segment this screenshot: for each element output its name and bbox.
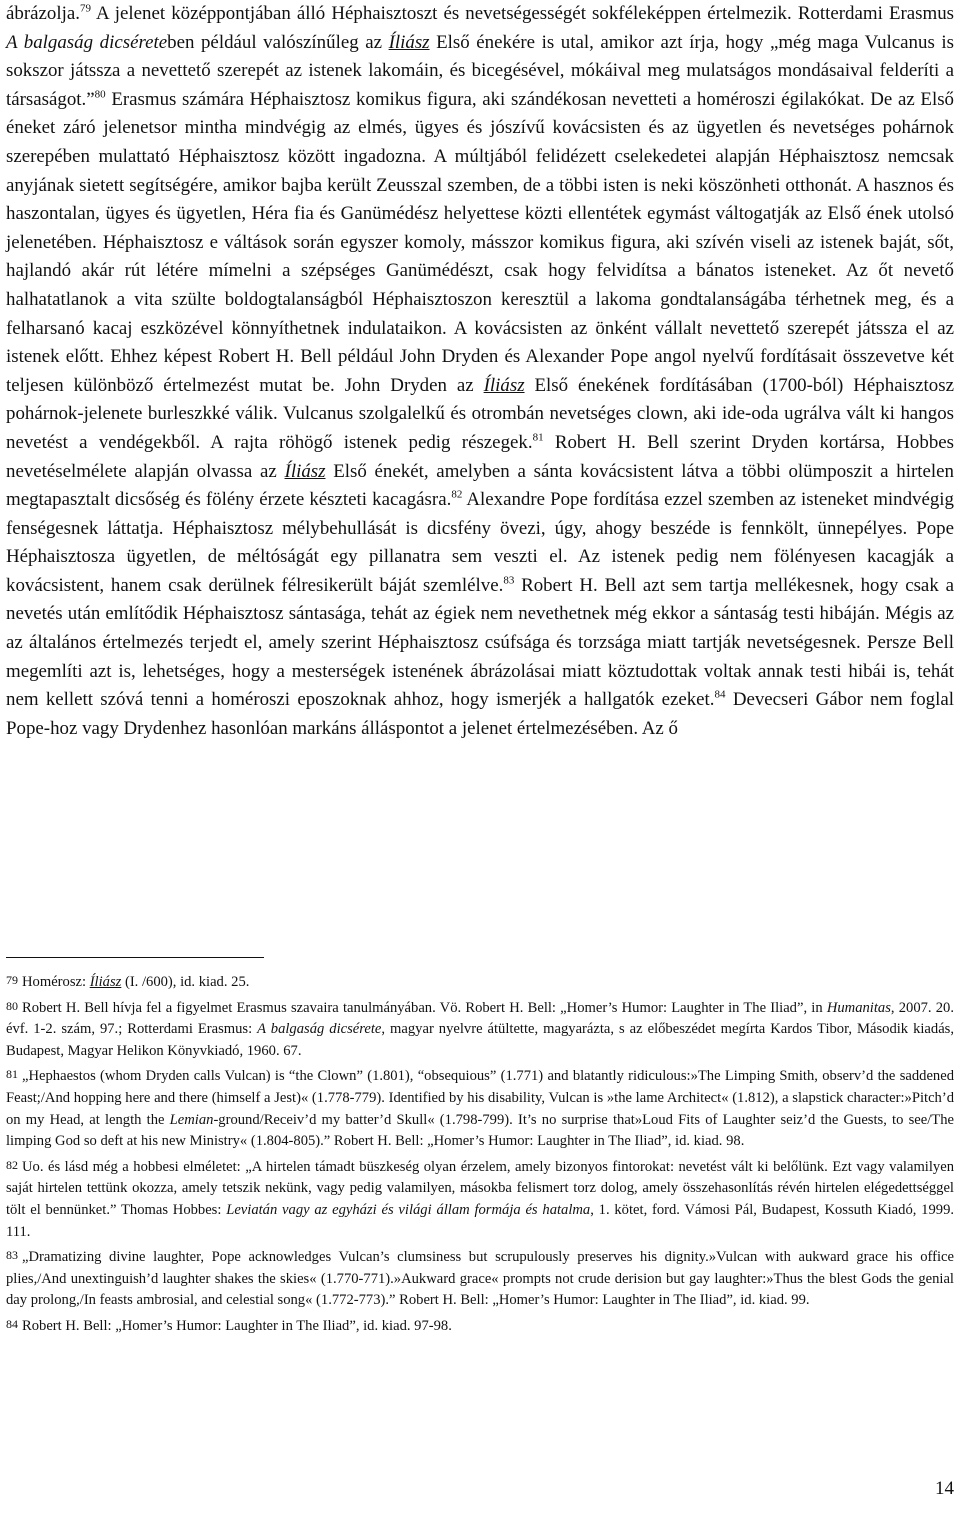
text-run: Devecseri Gábor nem foglal Pope-hoz vagy Drydenhez hasonlóan markáns álláspontot a jelenet értelmezésében. Az ő: [6, 689, 954, 739]
footnote-ref-84[interactable]: 84: [714, 688, 726, 701]
footnote-number: 81: [6, 1067, 18, 1082]
text-run: ben például valószínűleg az: [167, 31, 389, 53]
text-run: Erasmus számára Héphaisztosz komikus figura, aki szándékosan nevetteti a homéroszi égilakókat. De az Első éneket záró jelenetsor mintha mindvégig az elmés, ügyes és jószívű kovácsisten és az ügyetlen és nevetséges pohárnok szerepében mulattató Héphaisztosz között ingadozna. A múltjából felidézett cselekedetei alapján Héphaisztosz nemcsak anyjának sietett segítségére, amikor bajba került Zeusszal szemben, de a többi isten is neki köszönheti otthonát. A hasznos és haszontalan, ügyes és ügyetlen, Héra fia és Ganümédész helyettese közti ellentétek egymást váltogatják az Első ének utolsó jelenetében. Héphaisztosz e váltások során egyszer komoly, másszor komikus figura, aki szívén viseli az istenek baját, sőt, hajlandó akár rút létére mímelni a szépséges Ganümédészt, csak hogy felvidítsa a bánatos isteneket. Az őt nevető halhatatlanok a vita szülte boldogtalanságból Héphaisztoszon keresztül a lakoma gondtalanságába térhetnek meg, és a felharsanó kacaj eszközével könnyíthetnek indulataikon. A kovácsisten az önként vállalt nevettető szerepét játssza el az istenek előtt. Ehhez képest Robert H. Bell például John Dryden és Alexander Pope angol nyelvű fordításait összevetve két teljesen különböző értelmezést mutat be. John Dryden az: [6, 88, 954, 396]
footnote-text: Uo. és lásd még a hobbesi elméletet: „A hirtelen támadt büszkeség olyan érzelem, amely bizonyos fintorokat: nevetést vált ki belőlünk. Ezt vagy valamilyen saját hirtelen tettünk okozza, amely tetszik nekünk, vagy pedig valamilyen, másokba felismert torz dolog, amely összehasonlítás révén hirtelen elégedettséggel tölt el bennünket.” Thomas Hobbes:: [6, 1158, 954, 1218]
footnote-number: 79: [6, 973, 18, 987]
work-title: Íliász: [89, 974, 122, 990]
text-run: Robert H. Bell szerint Dryden kortársa, Hobbes nevetéselmélete alapján olvassa az: [6, 431, 955, 482]
footnote-82: [6, 1155, 954, 1243]
footnote-ref-83[interactable]: 83: [503, 574, 515, 587]
work-title: Íliász: [284, 460, 326, 482]
page-body: [6, 0, 954, 743]
footnote-number: 80: [6, 998, 18, 1013]
text-run: Első énekére is utal, amikor azt írja, hogy „még maga Vulcanus is sokszor játssza a nevettető szerepét az istenek lakomáin, és bicegésével, mókáival meg mulatságos mondásaival felderíti a társaságot.”: [6, 31, 954, 110]
footnote-number: 82: [6, 1157, 18, 1172]
text-run: A jelenet középpontjában álló Héphaisztoszt és nevetségességét sokféleképpen értelmezik. Rotterdami Erasmus: [90, 3, 954, 24]
footnote-text: , 1. kötet, ford. Vámosi Pál, Budapest, Kossuth Kiadó, 1999. 111.: [6, 1201, 955, 1240]
footnote-number: 83: [6, 1248, 18, 1263]
footnote-ref-79[interactable]: 79: [79, 2, 91, 15]
work-title: A balgaság dicsérete: [257, 1021, 382, 1038]
footnote-ref-81[interactable]: 81: [532, 431, 544, 444]
text-run: Első énekének fordításában (1700-ból) Héphaisztosz pohárnok-jelenete burleszkké válik. Vulcanus szolgalelkű és otrombán nevetséges clown, aki ide-oda ugrálva vált ki hangos nevetést a vendégekből. A rajta röhögő istenek pedig részegek.: [6, 374, 954, 453]
footnote-text: „Dramatizing divine laughter, Pope acknowledges Vulcan’s clumsiness but scrupulously preserves his dignity.»Vulcan with aukward grace his office plies,/And unextinguish’d laughter shakes the skies« (1.770-771).»Aukward grace« prompts not crude derision but gay laughter:»Thus the blest Gods the genial day prolong,/In feasts ambrosial, and celestial song« (1.772-773).” Robert H. Bell: „Homer’s Humor: Laughter in The Iliad”, id. kiad. 99.: [6, 1249, 954, 1309]
footnote-text: -ground/Receiv’d my batter’d Skull« (1.798-799). It’s no surprise that»Loud Fits of Laughter seiz’d the Guests, to see/The limping God so deft at his new Ministry« (1.804-805).” Robert H. Bell: „Homer’s Humor: Laughter in The Iliad”, id. kiad. 98.: [6, 1111, 954, 1150]
footnote-84: [6, 1314, 954, 1338]
main-paragraph: [6, 0, 954, 743]
text-run: ábrázolja.: [6, 3, 80, 24]
text-run: Alexandre Pope fordítása ezzel szemben az isteneket mindvégig fenségesnek láttatja. Héphaisztosz mélybehullását is dicsfény övezi, úgy, ahogy beszéde is fennkölt, ünnepélyes. Pope Héphaisztosza ügyetlen, de méltóságát egy pillanatra sem veszti el. Az istenek pedig nem fölényesen kacagják a kovácsistent, hanem csak derülnek félresikerült báját szemlélve.: [6, 489, 954, 596]
footnote-text: Homérosz:: [22, 974, 90, 990]
work-title: Humanitas: [826, 999, 891, 1016]
footnote-text: Robert H. Bell: „Homer’s Humor: Laughter in The Iliad”, id. kiad. 97-98.: [22, 1317, 452, 1334]
footnote-text: (I. /600), id. kiad. 25.: [121, 974, 250, 990]
footnote-81: [6, 1064, 954, 1152]
text-run: Robert H. Bell azt sem tartja mellékesnek, hogy csak a nevetés után említődik Héphaisztosz sántasága, tehát az égiek nem nevethetnek még ekkor a sántaság testi hibáján. Mégis az az általános értelmezés terjedt el, amely szerint Héphaisztosz csúfsága és torzsága miatt tartják nevetségesnek. Persze Bell megemlíti azt is, lehetséges, hogy a mesterségek istenének ábrázolásai miatt köztudottak voltak annak testi hibái is, tehát nem kellett szóvá tenni a homéroszi eposzoknak ahhoz, hogy ismerjék a hallgatók ezeket.: [6, 574, 954, 711]
footnote-ref-80[interactable]: 80: [94, 88, 106, 101]
footnote-ref-82[interactable]: 82: [451, 488, 463, 501]
page-number: 14: [935, 1478, 954, 1499]
footnote-80: [6, 996, 954, 1063]
footnote-text: , 2007. 20. évf. 1-2. szám, 97.; Rotterdami Erasmus:: [6, 999, 954, 1038]
work-title: Íliász: [483, 374, 525, 396]
footnote-separator: [6, 957, 264, 958]
footnote-text: , magyar nyelvre átültette, magyarázta, s az előbeszédet megírta Kardos Tibor, Második kiadás, Budapest, Magyar Helikon Könyvkiadó, 1960. 67.: [6, 1021, 954, 1059]
work-title: Lemian: [169, 1111, 214, 1128]
footnotes: [6, 970, 954, 1340]
footnote-83: [6, 1245, 954, 1312]
footnote-text: Robert H. Bell hívja fel a figyelmet Erasmus szavaira tanulmányában. Vö. Robert H. Bell: „Homer’s Humor: Laughter in The Iliad”, in: [22, 999, 827, 1016]
work-title: Leviatán vagy az egyházi és világi állam formája és hatalma: [226, 1201, 591, 1218]
footnote-number: 84: [6, 1316, 18, 1331]
footnote-79: [6, 970, 954, 994]
text-run: Első énekét, amelyben a sánta kovácsistent látva a többi olümposzit a hirtelen megtapasztalt dicsőség és fölény érzete készteti kacagásra.: [6, 460, 954, 511]
footnote-text: „Hephaestos (whom Dryden calls Vulcan) is “the Clown” (1.801), “obsequious” (1.771) and blatantly ridiculous:»The Limping Smith, observ’d the saddened Feast;/And hopping here and there (himself a Jest)« (1.778-779). Identified by his disability, Vulcan is »the lame Architect« (1.812), a slapstick character:»Pitch’d on my Head, at length the: [6, 1068, 954, 1128]
work-title: A balgaság dicsérete: [6, 31, 168, 53]
work-title: Íliász: [388, 31, 430, 53]
